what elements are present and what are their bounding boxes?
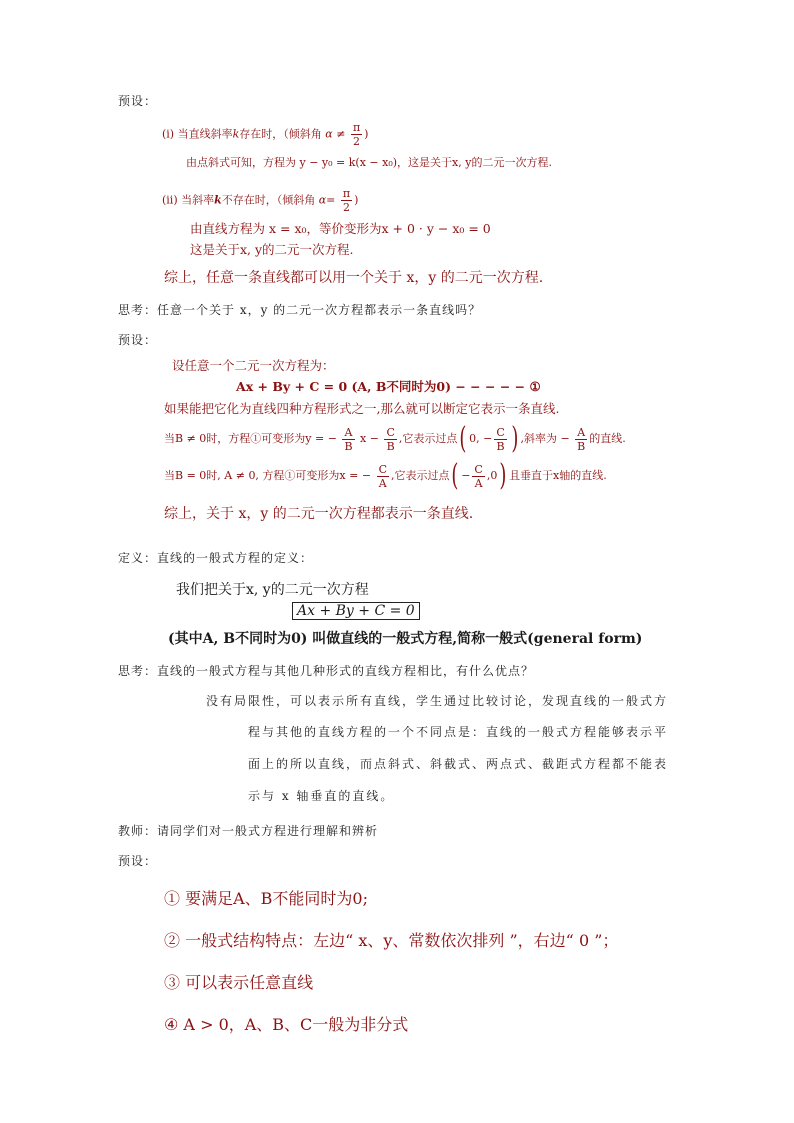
point-1: ① 要满足A、B不能同时为0; (164, 889, 368, 908)
fraction-pi-over-2: $\frac{\pi}{2}$ (352, 121, 361, 148)
fraction-c-over-a: $\frac{C}{A}$ (378, 462, 387, 490)
case-ii-alpha: α= (318, 193, 336, 207)
answer-line-1: 没有局限性，可以表示所有直线，学生通过比较讨论，发现直线的一般式方 (206, 694, 669, 708)
c1-point: 0, − (469, 432, 493, 445)
c2-point: ,0 (486, 469, 498, 482)
case-ii-not: 不存在时，（倾斜角 (221, 193, 316, 207)
c1-text-e: 的直线. (589, 432, 626, 445)
point-2: ② 一般式结构特点：左边“ x、y、常数依次排列 ”，右边“ 0 ”； (164, 931, 619, 950)
answer-line-2: 程与其他的直线方程的一个不同点是：直线的一般式方程能够表示平 (248, 725, 669, 739)
case-i-body: 由点斜式可知，方程为 y − y₀ = k(x − x₀)，这是关于x, y的二元一次方程. (186, 156, 552, 169)
c2-text-a: 当B = 0时, A ≠ 0, 方程①可变形为x = − (164, 469, 372, 482)
definition-line-1: 我们把关于x, y的二元一次方程 (176, 582, 369, 598)
case-i-heading (162, 122, 368, 147)
assume-line: 设任意一个二元一次方程为： (172, 358, 335, 373)
case-i-exists: 存在时，（倾斜角 (239, 127, 322, 141)
definition-label: 定义：直线的一般式方程的定义： (118, 551, 314, 565)
case-ii-k: k (214, 193, 222, 207)
boxed-equation-wrap (292, 602, 420, 620)
teacher-line: 教师：请同学们对一般式方程进行理解和辨析 (118, 824, 379, 838)
definition-line-3: (其中A, B不同时为0) 叫做直线的一般式方程,简称一般式(general form) (168, 631, 643, 647)
think-question-1: 思考：任意一个关于 x，y 的二元一次方程都表示一条直线吗？ (118, 303, 482, 317)
fraction-a-over-b: $\frac{A}{B}$ (344, 425, 353, 453)
case-i-close: ) (364, 127, 369, 141)
c1-text-d: ,斜率为 − (520, 432, 570, 445)
c1-text-a: 当B ≠ 0时，方程①可变形为y = − (164, 432, 337, 445)
case-i-prefix: (i) 当直线斜率 (162, 127, 233, 141)
general-equation-numbered: Ax + By + C = 0 (A, B不同时为0) − − − − − ① (236, 379, 541, 394)
c1-text-c: ,它表示过点 (398, 432, 458, 445)
c2-text-b: ,它表示过点 (390, 469, 450, 482)
conclusion-1: 综上，任意一条直线都可以用一个关于 x，y 的二元一次方程. (164, 270, 544, 286)
c1-text-b: x − (360, 432, 379, 445)
preset-label-3: 预设： (118, 854, 158, 868)
case-b-nonzero: 当B ≠ 0时，方程①可变形为y = − $\frac{A}{B}$ x − $\frac{C}{B}$ ,它表示过点( 0, − $\frac{C}{B}$ ) ,斜率为 − $\frac{A}{B}$ 的直线. (164, 421, 626, 456)
fraction-slope-a-over-b: $\frac{A}{B}$ (577, 425, 586, 453)
case-i-alpha: α ≠ (325, 127, 346, 141)
case-ii-body-2: 这是关于x, y的二元一次方程. (190, 242, 354, 257)
fraction-point-c-over-a: $\frac{C}{A}$ (474, 462, 483, 490)
boxed-general-equation: Ax + By + C = 0 (292, 602, 420, 620)
case-ii-prefix: (ii) 当斜率 (162, 193, 215, 207)
case-ii-heading (162, 188, 358, 213)
c2-text-c: 且垂直于x轴的直线. (509, 469, 607, 482)
convert-line: 如果能把它化为直线四种方程形式之一,那么就可以断定它表示一条直线. (164, 401, 560, 416)
conclusion-2: 综上，关于 x，y 的二元一次方程都表示一条直线. (164, 506, 474, 522)
answer-line-3: 面上的所以直线，而点斜式、斜截式、两点式、截距式方程都不能表 (248, 757, 669, 771)
answer-line-4: 示与 x 轴垂直的直线。 (248, 789, 395, 803)
preset-label-2: 预设： (118, 333, 158, 347)
fraction-c-over-b: $\frac{C}{B}$ (386, 425, 395, 453)
preset-label-1: 预设： (118, 94, 158, 108)
case-ii-close: ) (354, 193, 359, 207)
fraction-pi-over-2-b: $\frac{\pi}{2}$ (342, 187, 351, 214)
case-ii-body-1: 由直线方程为 x = x₀，等价变形为x + 0 · y − x₀ = 0 (190, 221, 491, 236)
think-question-2: 思考：直线的一般式方程与其他几种形式的直线方程相比，有什么优点？ (118, 664, 535, 678)
case-b-zero: 当B = 0时, A ≠ 0, 方程①可变形为x = − $\frac{C}{A}$ ,它表示过点( − $\frac{C}{A}$ ,0) 且垂直于x轴的直线. (164, 458, 607, 493)
point-4: ④ A > 0，A、B、C一般为非分式 (164, 1015, 409, 1034)
case-i-k: k (232, 127, 240, 141)
fraction-point-c-over-b: $\frac{C}{B}$ (496, 425, 505, 453)
c2-neg: − (461, 469, 471, 482)
point-3: ③ 可以表示任意直线 (164, 973, 314, 992)
